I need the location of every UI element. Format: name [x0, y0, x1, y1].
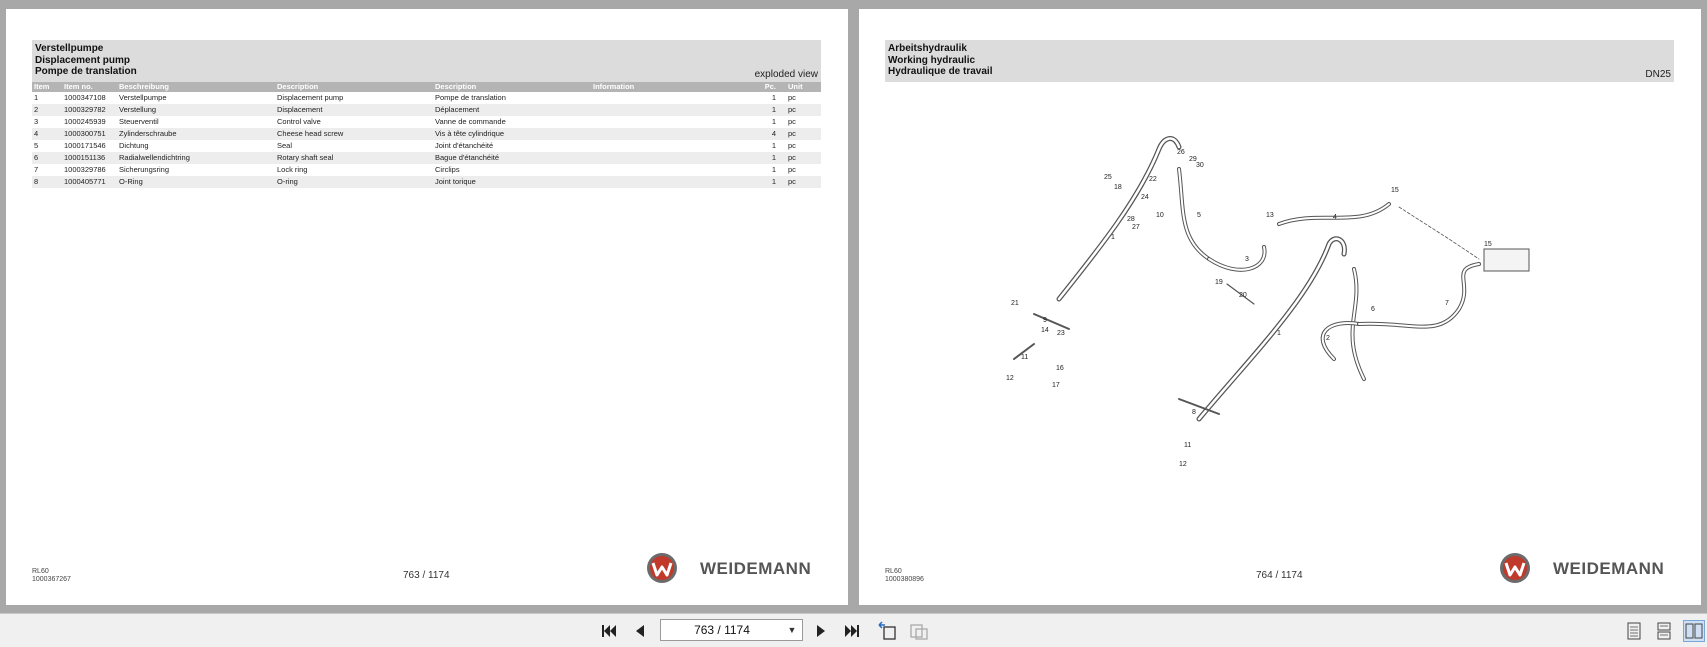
- cell-unit: pc: [786, 152, 821, 164]
- weidemann-logo-icon: [1499, 552, 1531, 584]
- cell-description-en: Control valve: [277, 117, 321, 126]
- document-page-right: [859, 9, 1701, 605]
- cell-item-no: 1000347108: [64, 93, 106, 102]
- page-selector[interactable]: [660, 619, 803, 641]
- model-code: RL60: [885, 568, 902, 575]
- cell-item-no: 1000151136: [62, 152, 117, 164]
- col-beschreibung: Beschreibung: [117, 82, 275, 92]
- cell-item-no: 1000171546: [64, 141, 106, 150]
- last-page-button[interactable]: [841, 620, 863, 642]
- cell-unit: pc: [786, 128, 821, 140]
- callout-24: 24: [1141, 194, 1149, 201]
- footer-code: [32, 568, 71, 584]
- cell-description-en: Seal: [277, 141, 293, 150]
- next-page-button[interactable]: [810, 620, 832, 642]
- callout-11b: 11: [1184, 442, 1192, 449]
- callout-11: 11: [1021, 354, 1029, 361]
- callout-15b: 15: [1484, 241, 1492, 248]
- cell-unit: pc: [788, 117, 796, 126]
- cell-description-en: Cheese head screw: [275, 128, 433, 140]
- cell-description-en: Lock ring: [277, 165, 308, 174]
- cell-description-fr: Vis à tête cylindrique: [433, 128, 591, 140]
- callout-1b: 1: [1277, 330, 1281, 337]
- cell-item: 6: [32, 152, 62, 164]
- callout-27: 27: [1132, 224, 1140, 231]
- cell-description-fr: Pompe de translation: [435, 93, 506, 102]
- col-description-en: Description: [275, 82, 433, 92]
- callout-15a: 15: [1391, 187, 1399, 194]
- cell-unit: pc: [788, 141, 796, 150]
- cell-unit: pc: [786, 176, 821, 188]
- callout-1a: 1: [1111, 234, 1115, 241]
- model-code: RL60: [32, 568, 49, 575]
- chevron-down-icon[interactable]: ▼: [787, 625, 797, 635]
- parts-table: [32, 82, 821, 188]
- previous-page-icon: [633, 623, 647, 639]
- callout-8: 8: [1192, 409, 1196, 416]
- hydraulic-exploded-diagram: [979, 129, 1579, 519]
- table-row: [32, 176, 821, 188]
- cell-pc: 4: [756, 128, 786, 140]
- cell-information: [591, 164, 756, 176]
- title-english: Working hydraulic: [888, 55, 976, 66]
- last-page-icon: [844, 623, 860, 639]
- page-number: 763 / 1174: [403, 570, 450, 581]
- callout-28: 28: [1127, 216, 1135, 223]
- cell-description-fr: Bague d'étanchéité: [433, 152, 591, 164]
- callout-9: 9: [1043, 317, 1047, 324]
- callout-19: 19: [1215, 279, 1223, 286]
- section-header: [32, 40, 821, 82]
- callout-17: 17: [1052, 382, 1060, 389]
- back-view-icon: [877, 621, 897, 641]
- cell-beschreibung: Zylinderschraube: [117, 128, 275, 140]
- continuous-view-button[interactable]: [1653, 620, 1675, 642]
- first-page-icon: [601, 623, 617, 639]
- first-page-button[interactable]: [598, 620, 620, 642]
- two-page-icon: [1685, 623, 1703, 639]
- table-row: [32, 140, 821, 152]
- col-information: Information: [591, 82, 756, 92]
- callout-10: 10: [1156, 212, 1164, 219]
- cell-beschreibung: Verstellung: [117, 104, 275, 116]
- cell-pc: 1: [756, 104, 786, 116]
- callout-30: 30: [1196, 162, 1204, 169]
- cell-item-no: 1000329782: [62, 104, 117, 116]
- title-french: Pompe de translation: [35, 66, 137, 77]
- single-page-view-button[interactable]: [1623, 620, 1645, 642]
- cell-information: [591, 176, 756, 188]
- callout-26: 26: [1177, 149, 1185, 156]
- page-number-input[interactable]: [661, 620, 783, 640]
- cell-beschreibung: Steuerventil: [119, 117, 159, 126]
- callout-16: 16: [1056, 365, 1064, 372]
- table-row: [32, 116, 821, 128]
- document-number: 1000380896: [885, 576, 924, 583]
- previous-page-button[interactable]: [629, 620, 651, 642]
- cell-pc: 1: [771, 117, 776, 126]
- callout-4: 4: [1333, 214, 1337, 221]
- cell-pc: 1: [771, 165, 776, 174]
- cell-pc: 1: [771, 141, 776, 150]
- cell-unit: pc: [788, 93, 796, 102]
- cell-pc: 1: [756, 152, 786, 164]
- table-row: [32, 104, 821, 116]
- cell-description-fr: Déplacement: [433, 104, 591, 116]
- cell-beschreibung: O-Ring: [117, 176, 275, 188]
- single-page-icon: [1626, 622, 1642, 640]
- cell-unit: pc: [788, 165, 796, 174]
- cell-beschreibung: Sicherungsring: [119, 165, 170, 174]
- view-label: exploded view: [754, 69, 818, 80]
- callout-12: 12: [1006, 375, 1014, 382]
- callout-13: 13: [1266, 212, 1274, 219]
- callout-7: 7: [1445, 300, 1449, 307]
- forward-view-button[interactable]: [908, 620, 930, 642]
- two-page-view-button[interactable]: [1683, 620, 1705, 642]
- cell-beschreibung: Verstellpumpe: [119, 93, 167, 102]
- callout-3: 3: [1245, 256, 1249, 263]
- cell-description-en: O-ring: [275, 176, 433, 188]
- cell-item: 2: [32, 104, 62, 116]
- next-page-icon: [814, 623, 828, 639]
- cell-item: 8: [32, 176, 62, 188]
- cell-description-fr: Circlips: [435, 165, 460, 174]
- table-row: [32, 164, 821, 176]
- cell-beschreibung: Radialwellendichtring: [117, 152, 275, 164]
- cell-information: [591, 92, 756, 104]
- col-pc: Pc.: [756, 82, 786, 92]
- callout-2: 2: [1326, 335, 1330, 342]
- brand-wordmark: WEIDEMANN: [700, 559, 812, 578]
- table-header-row: [32, 82, 821, 92]
- callout-23: 23: [1057, 330, 1065, 337]
- page-number: 764 / 1174: [1256, 570, 1303, 581]
- cell-information: [591, 104, 756, 116]
- col-item: Item: [32, 82, 62, 92]
- callout-29: 29: [1189, 156, 1197, 163]
- cell-description-en: Rotary shaft seal: [275, 152, 433, 164]
- title-french: Hydraulique de travail: [888, 66, 993, 77]
- footer-code: [885, 568, 924, 584]
- cell-information: [591, 152, 756, 164]
- cell-item: 4: [32, 128, 62, 140]
- callout-6: 6: [1371, 306, 1375, 313]
- cell-description-en: Displacement: [275, 104, 433, 116]
- cell-description-fr: Joint d'étanchéité: [435, 141, 494, 150]
- callout-14: 14: [1041, 327, 1049, 334]
- section-header: [885, 40, 1674, 82]
- weidemann-logo-icon: [646, 552, 678, 584]
- col-unit: Unit: [786, 82, 821, 92]
- callout-20: 20: [1239, 292, 1247, 299]
- brand-wordmark: WEIDEMANN: [1553, 559, 1665, 578]
- callout-5: 5: [1197, 212, 1201, 219]
- callout-21: 21: [1011, 300, 1019, 307]
- cell-pc: 1: [756, 176, 786, 188]
- cell-item: 7: [34, 165, 39, 174]
- callout-22: 22: [1149, 176, 1157, 183]
- cell-item: 5: [34, 141, 39, 150]
- cell-item-no: 1000405771: [62, 176, 117, 188]
- table-row: [32, 92, 821, 104]
- col-description-fr: Description: [433, 82, 591, 92]
- cell-item-no: 1000329786: [64, 165, 106, 174]
- cell-item-no: 1000245939: [64, 117, 106, 126]
- cell-description-en: Displacement pump: [277, 93, 344, 102]
- cell-beschreibung: Dichtung: [119, 141, 149, 150]
- cell-item-no: 1000300751: [62, 128, 117, 140]
- col-item-no: Item no.: [62, 82, 117, 92]
- document-page-left: [6, 9, 848, 605]
- document-number: 1000367267: [32, 576, 71, 583]
- callout-25: 25: [1104, 174, 1112, 181]
- table-row: [32, 152, 821, 164]
- forward-view-icon: [909, 621, 929, 641]
- table-row: [32, 128, 821, 140]
- cell-information: [591, 140, 756, 152]
- cell-item: 3: [34, 117, 39, 126]
- cell-information: [591, 128, 756, 140]
- cell-unit: pc: [786, 104, 821, 116]
- title-german: Arbeitshydraulik: [888, 43, 967, 54]
- variant-label: DN25: [1645, 69, 1671, 80]
- callout-12b: 12: [1179, 461, 1187, 468]
- title-german: Verstellpumpe: [35, 43, 104, 54]
- title-english: Displacement pump: [35, 55, 131, 66]
- continuous-page-icon: [1656, 622, 1672, 640]
- cell-description-fr: Joint torique: [433, 176, 591, 188]
- back-view-button[interactable]: [876, 620, 898, 642]
- cell-item: 1: [34, 93, 39, 102]
- cell-information: [591, 116, 756, 128]
- callout-18: 18: [1114, 184, 1122, 191]
- navigation-toolbar: [0, 613, 1707, 647]
- cell-description-fr: Vanne de commande: [435, 117, 506, 126]
- cell-pc: 1: [771, 93, 776, 102]
